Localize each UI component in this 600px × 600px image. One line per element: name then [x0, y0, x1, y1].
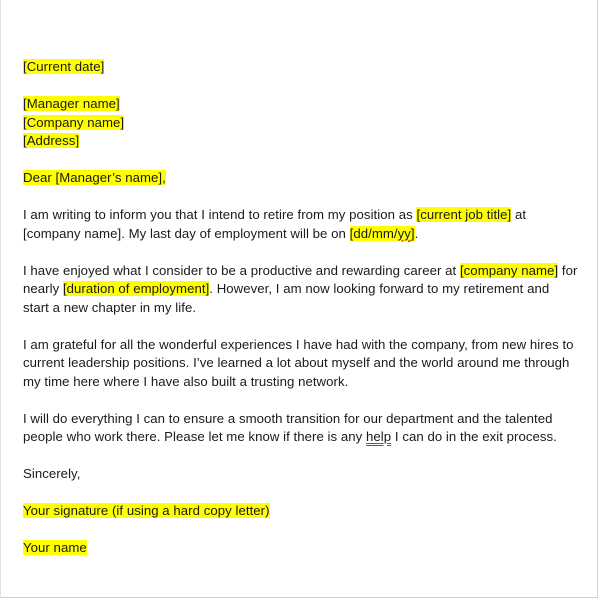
last-day-placeholder [350, 226, 415, 241]
address-line [23, 132, 583, 151]
date-format-close: ] [410, 225, 415, 241]
p3-line-1: I am grateful for all the wonderful experiences I have had with the company, from new hires to [23, 336, 574, 352]
signature-placeholder: Your signature (if using a hard copy letter) [23, 503, 270, 518]
address-placeholder: [Address] [23, 133, 80, 148]
duration-placeholder: [duration of employment] [62, 281, 210, 296]
p1-text-a: I am writing to inform you that I intend to retire from my position as [23, 207, 417, 222]
company-placeholder: [company name] [459, 262, 559, 278]
manager-name-placeholder: [Manager name] [23, 96, 120, 111]
letter-body [23, 58, 583, 558]
signature-line [23, 502, 583, 521]
company-name-placeholder: [Company name] [23, 114, 125, 130]
name-placeholder: Your name [23, 540, 87, 555]
spacer [23, 317, 583, 336]
p3-line-3: my time here where I have also built a trusting network. [23, 373, 349, 389]
p4-line-1: I will do everything I can to ensure a smooth transition for our department and the talented [23, 410, 553, 426]
manager-line [23, 95, 583, 114]
paragraph-gratitude [23, 336, 583, 392]
spacer [23, 77, 583, 96]
p1-text-d: . [414, 225, 419, 241]
p2-text-e: start a new chapter in my life. [23, 299, 197, 315]
salutation: Dear [Manager’s name], [23, 170, 166, 185]
closing: Sincerely, [23, 466, 81, 481]
date-placeholder: [Current date] [23, 59, 105, 74]
p3-line-2: current leadership positions. I’ve learned a lot about myself and the world around me through [23, 355, 570, 370]
spacer [23, 484, 583, 503]
salutation-line [23, 169, 583, 188]
spacer [23, 243, 583, 262]
grammar-flag-help: help [366, 429, 392, 444]
paragraph-transition [23, 410, 583, 447]
spelling-error-yy: yy [397, 225, 411, 241]
company-line [23, 114, 583, 133]
spacer [23, 447, 583, 466]
date-line [23, 58, 583, 77]
p4-text-a: people who work there. Please let me know if there is any [23, 429, 367, 444]
p4-text-b: I can do in the exit process. [391, 429, 557, 444]
p1-text-b: at [511, 207, 527, 222]
p2-text-b: for [558, 262, 578, 278]
name-line [23, 539, 583, 558]
spacer [23, 151, 583, 170]
job-title-placeholder: [current job title] [416, 207, 512, 222]
p2-text-d: . However, I am now looking forward to my retirement and [209, 281, 550, 296]
spacer [23, 391, 583, 410]
date-format-open: [dd/mm/ [349, 225, 398, 241]
paragraph-career [23, 262, 583, 318]
spacer [23, 521, 583, 540]
p2-text-c: nearly [23, 281, 63, 296]
paragraph-intent [23, 206, 583, 243]
p2-text-a: I have enjoyed what I consider to be a productive and rewarding career at [23, 262, 460, 278]
spacer [23, 188, 583, 207]
p1-text-c: [company name]. My last day of employment will be on [23, 225, 350, 241]
